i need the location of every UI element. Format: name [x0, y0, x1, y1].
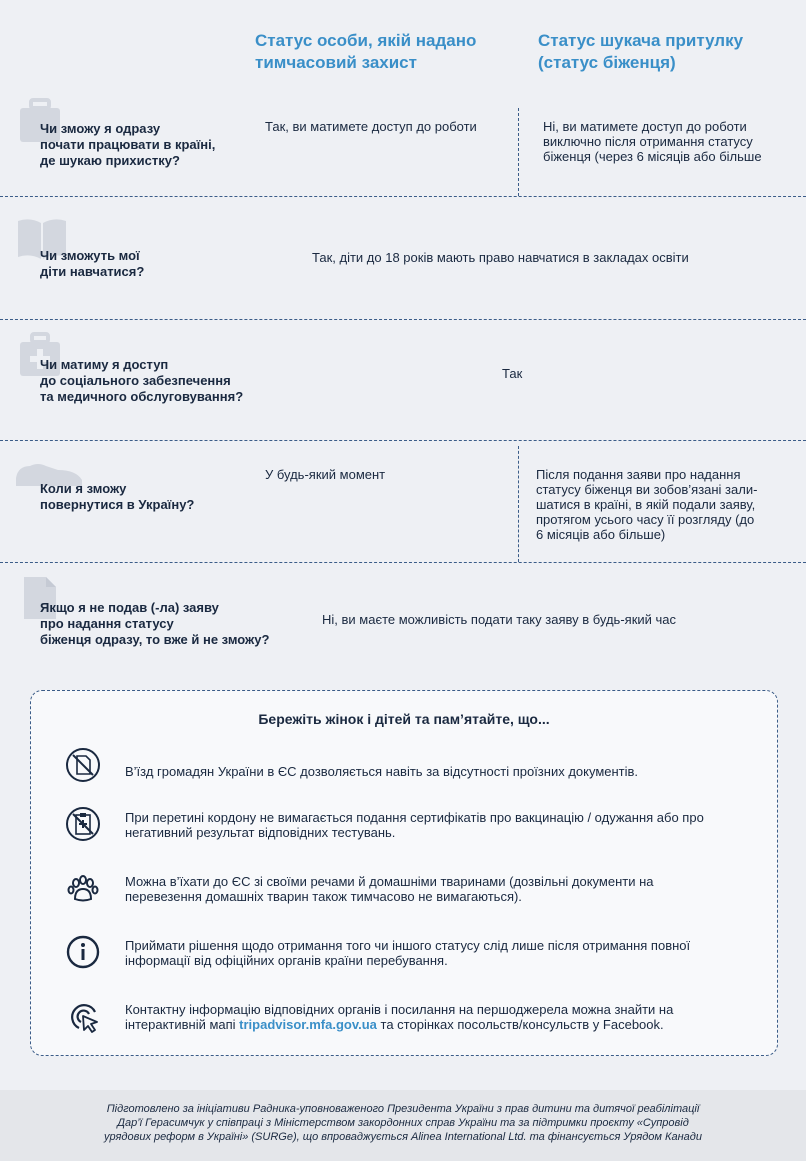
question-social-medical: Чи матиму я доступ до соціального забезпечення та медичного обслуговування? — [40, 357, 244, 404]
answer-work-temporary: Так, ви матимете доступ до роботи — [265, 119, 477, 134]
question-return: Коли я зможу повернутися в Україну? — [40, 481, 195, 512]
reminder-box: Бережіть жінок і дітей та пам’ятайте, що... В’їзд громадян України в ЄС дозволяється навіть за відсутності проїзних документів. При перетині кордону не вимагається подання сертифікатів про вакцинацію / одужання або про негативний результат відповідних тестувань. Можна в’їхати до ЄС зі своїми речами й домашніми тваринами (дозвільні документи на перевезення домашніх тварин також тимчасово не вимагаються). Приймати рішення щодо отримання того чи іншого статусу слід лише після отримання повної інформації від офіційних органів країни перебування. Контактну інформацію відповідних органів і посилання на першоджерела можна знайти на інтерактивній мапі tripadvisor.mfa.gov.ua та сторінках посольств/консульств у Facebook. — [30, 690, 778, 1056]
answer-social-medical: Так — [502, 366, 523, 381]
no-document-icon — [65, 747, 101, 783]
info-icon — [65, 934, 101, 970]
answer-return-asylum: Після подання заяви про надання статусу біженця ви зобов’язані зали- шатися в країні, в якій подали заяву, протягом усього часу її розгляду (до 6 місяців або більше) — [536, 467, 758, 542]
question-work: Чи зможу я одразу почати працювати в країні, де шукаю прихистку? — [40, 121, 216, 168]
answer-return-temporary: У будь-який момент — [265, 467, 386, 482]
row-divider — [0, 196, 806, 197]
row-divider — [0, 562, 806, 563]
medical-certificate-icon — [65, 806, 101, 842]
reminder-title: Бережіть жінок і дітей та пам’ятайте, що... — [258, 711, 550, 727]
cursor-click-icon — [65, 998, 101, 1034]
column-divider — [518, 446, 519, 562]
tripadvisor-link[interactable]: tripadvisor.mfa.gov.ua — [239, 1017, 377, 1032]
question-education: Чи зможуть мої діти навчатися? — [40, 248, 145, 279]
column-divider — [518, 108, 519, 196]
answer-education: Так, діти до 18 років мають право навчатися в закладах освіти — [312, 250, 689, 265]
header-asylum-seeker: Статус шукача притулку (статус біженця) — [538, 31, 744, 72]
row-divider — [0, 319, 806, 320]
header-temporary-protection: Статус особи, якій надано тимчасовий захист — [255, 31, 477, 72]
row-divider — [0, 440, 806, 441]
footer-credits: Підготовлено за ініціативи Радника-уповноваженого Президента України з прав дитини та дитячої реабілітації Дар’ї Герасимчук у співпраці з Міністерством закордонних справ України та за підтримки проєкту «Супровід урядових реформ в Україні» (SURGe), що впроваджується Alinea International Ltd. та фінансується Урядом Канади — [104, 1103, 702, 1143]
paw-icon — [65, 871, 101, 907]
question-apply-later: Якщо я не подав (-ла) заяву про надання статусу біженця одразу, то вже й не зможу? — [40, 600, 270, 647]
footer — [0, 1090, 806, 1161]
answer-apply-later: Ні, ви маєте можливість подати таку заяву в будь-який час — [322, 612, 677, 627]
answer-work-asylum: Ні, ви матимете доступ до роботи виключно після отримання статусу біженця (через 6 місяців або більше — [543, 119, 762, 164]
